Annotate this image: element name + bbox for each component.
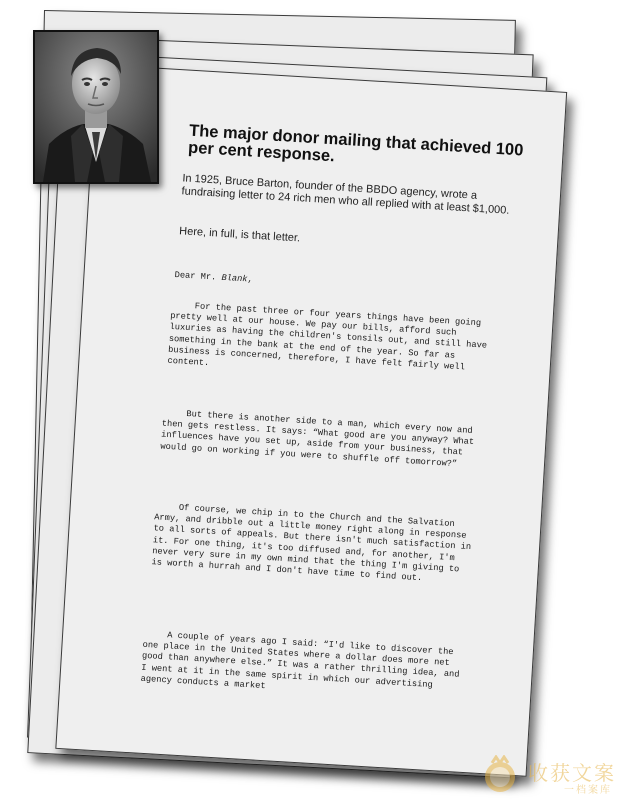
article-headline: The major donor mailing that achieved 100 per cent response. (187, 121, 524, 166)
watermark (478, 755, 640, 799)
coin-mascot-icon (478, 755, 522, 795)
portrait-photo-icon (33, 30, 159, 184)
letter-paragraph-4: A couple of years ago I said: “I'd like to discover the one place in the United States where a dollar does more net good than anywhere else.” It was a rather thrilling idea, and I went at it in the same spirit in which our advertising agency conducts a market (140, 630, 460, 691)
salutation-name: Blank (221, 272, 248, 285)
letter-paragraph-3: Of course, we chip in to the Church and the Salvation Army, and dribble out a little money right along in response to all sorts of appeals. But there isn't much satisfaction in it. For one thing, it's too diffused and, for another, I'm never very sure in my own mind that the thing I'm giving to is worth a hurrah and I don't have time to find out. (151, 502, 472, 584)
salutation-suffix: , (247, 274, 254, 285)
salutation-prefix: Dear Mr. (174, 270, 222, 283)
letter-paragraph-2: But there is another side to a man, which every now and then gets restless. It says: “What good are you anyway? What influences have you set up, aside from your business, that would go on working if you were to shuffle off tomorrow?” (160, 408, 475, 469)
watermark-text: 收获文案 (528, 761, 616, 785)
portrait-illustration (35, 32, 157, 182)
article-intro-2: Here, in full, is that letter. (178, 225, 301, 245)
watermark-subtext: 一档案库 (564, 785, 612, 796)
letter-salutation (174, 270, 253, 286)
letter-paragraph-1: For the past three or four years things have been going pretty well at our house. We pay our bills, afford such luxuries as having the children's tonsils out, and still have something in the bank at the end of the year. So far as business is concerned, therefore, I have felt fairly well content. (167, 301, 488, 373)
article-intro: In 1925, Bruce Barton, founder of the BBDO agency, wrote a fundraising letter to 24 rich men who all replied with at least $1,000. (181, 172, 510, 217)
